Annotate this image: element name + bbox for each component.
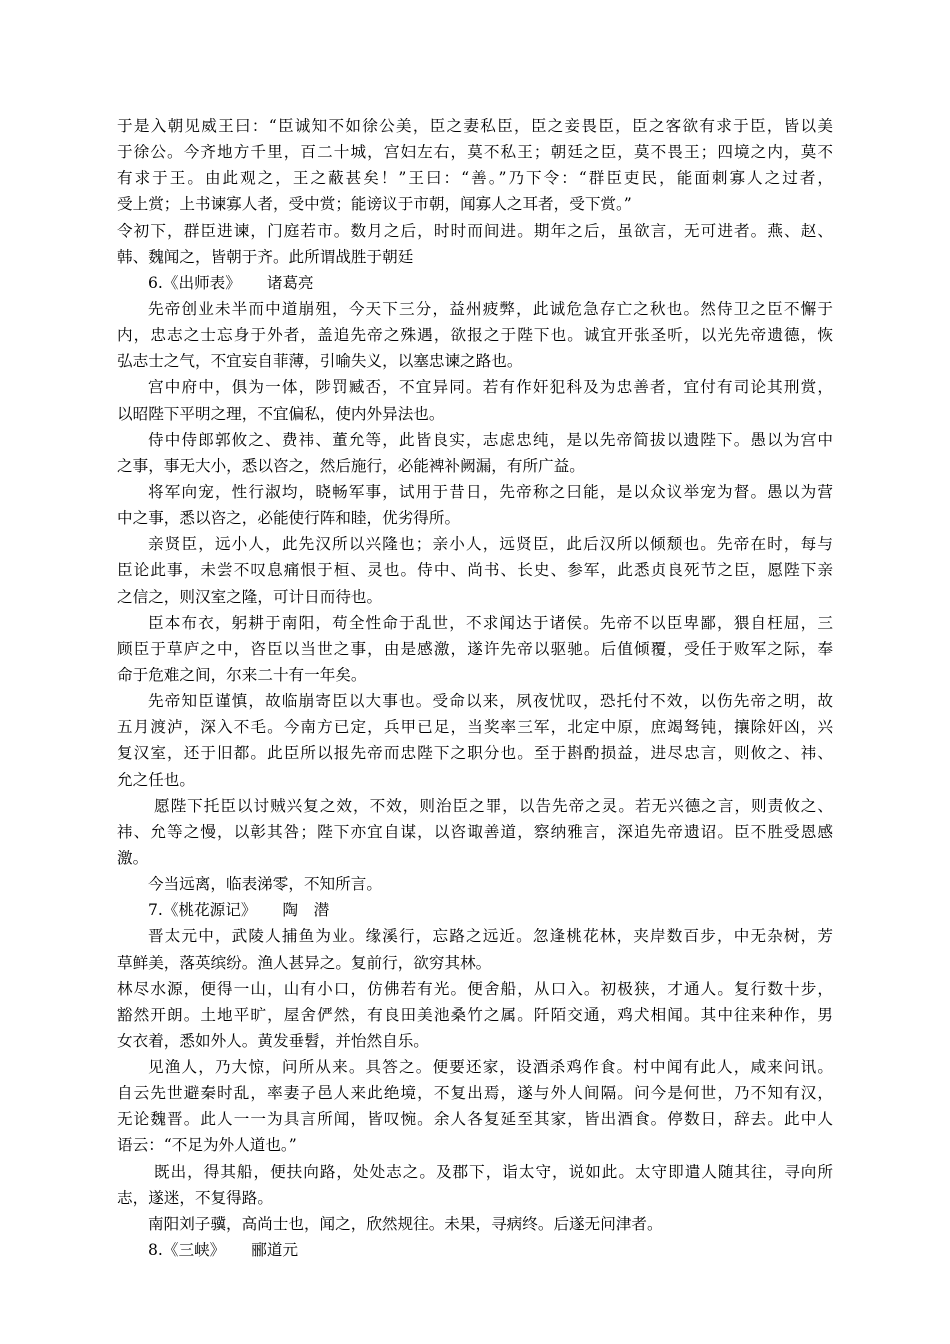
text-line: 祎、允等之慢，以彰其咎；陛下亦宜自谋，以咨诹善道，察纳雅言，深追先帝遗诏。臣不胜受恩感 <box>117 822 833 841</box>
text-line: 今当远离，临表涕零，不知所言。 <box>148 875 382 894</box>
section-heading <box>117 1237 833 1263</box>
text-line: 允之任也。 <box>117 770 195 789</box>
text-line: 愿陛下托臣以讨贼兴复之效，不效，则治臣之罪，以告先帝之灵。若无兴德之言，则责攸之、 <box>154 796 833 815</box>
text-line: 亲贤臣，远小人，此先汉所以兴隆也；亲小人，远贤臣，此后汉所以倾颓也。先帝在时，每与 <box>148 535 833 554</box>
text-line: 晋太元中，武陵人捕鱼为业。缘溪行，忘路之远近。忽逢桃花林，夹岸数百步，中无杂树，芳 <box>148 927 833 946</box>
text-line: 豁然开朗。土地平旷，屋舍俨然，有良田美池桑竹之属。阡陌交通，鸡犬相闻。其中往来种作，男 <box>117 1005 833 1024</box>
section-author: 郦道元 <box>251 1241 299 1260</box>
text-line: 之事，事无大小，悉以咨之，然后施行，必能裨补阙漏，有所广益。 <box>117 456 585 475</box>
text-line: 以昭陛下平明之理，不宜偏私，使内外异法也。 <box>117 404 445 423</box>
text-line: 五月渡泸，深入不毛。今南方已定，兵甲已足，当奖率三军，北定中原，庶竭驽钝，攘除奸凶，兴 <box>117 718 833 737</box>
section-title: 6.《出师表》 <box>148 273 241 292</box>
section-heading <box>117 897 833 923</box>
text-line: 无论魏晋。此人一一为具言所闻，皆叹惋。余人各复延至其家，皆出酒食。停数日，辞去。此中人 <box>117 1110 833 1129</box>
text-line: 自云先世避秦时乱，率妻子邑人来此绝境，不复出焉，遂与外人间隔。问今是何世，乃不知有汉， <box>117 1084 833 1103</box>
text-line: 草鲜美，落英缤纷。渔人甚异之。复前行，欲穷其林。 <box>117 953 492 972</box>
section-author: 诸葛亮 <box>266 273 314 292</box>
text-line: 于徐公。今齐地方千里，百二十城，宫妇左右，莫不私王；朝廷之臣，莫不畏王；四境之内，莫不 <box>117 143 833 162</box>
text-line: 中之事，悉以咨之，必能使行阵和睦，优劣得所。 <box>117 509 461 528</box>
text-line: 既出，得其船，便扶向路，处处志之。及郡下，诣太守，说如此。太守即遣人随其往，寻向所 <box>154 1162 833 1181</box>
text-line: 顾臣于草庐之中，咨臣以当世之事，由是感激，遂许先帝以驱驰。后值倾覆，受任于败军之际，奉 <box>117 639 833 658</box>
document-body <box>117 113 833 1263</box>
text-line: 内，忠志之士忘身于外者，盖追先帝之殊遇，欲报之于陛下也。诚宜开张圣听，以光先帝遗德，恢 <box>117 326 833 345</box>
text-line: 见渔人，乃大惊，问所从来。具答之。便要还家，设酒杀鸡作食。村中闻有此人，咸来问讯。 <box>148 1058 833 1077</box>
text-line: 受上赏；上书谏寡人者，受中赏；能谤议于市朝，闻寡人之耳者，受下赏。” <box>117 195 632 214</box>
section-title: 8.《三峡》 <box>148 1241 226 1260</box>
text-line: 宫中府中，俱为一体，陟罚臧否，不宜异同。若有作奸犯科及为忠善者，宜付有司论其刑赏， <box>148 378 833 397</box>
text-line: 臣本布衣，躬耕于南阳，苟全性命于乱世，不求闻达于诸侯。先帝不以臣卑鄙，猥自枉屈，三 <box>148 613 833 632</box>
text-line: 复汉室，还于旧都。此臣所以报先帝而忠陛下之职分也。至于斟酌损益，进尽忠言，则攸之、祎、 <box>117 744 833 763</box>
text-line: 先帝知臣谨慎，故临崩寄臣以大事也。受命以来，夙夜忧叹，恐托付不效，以伤先帝之明，故 <box>148 692 833 711</box>
text-line: 命于危难之间，尔来二十有一年矣。 <box>117 665 367 684</box>
text-line: 将军向宠，性行淑均，晓畅军事，试用于昔日，先帝称之曰能，是以众议举宠为督。愚以为营 <box>148 482 833 501</box>
text-line: 有求于王。由此观之，王之蔽甚矣！”王曰：“善。”乃下令：“群臣吏民，能面刺寡人之过者， <box>117 169 833 188</box>
text-line: 侍中侍郎郭攸之、费祎、董允等，此皆良实，志虑忠纯，是以先帝简拔以遗陛下。愚以为宫中 <box>148 430 833 449</box>
text-line: 志，遂迷，不复得路。 <box>117 1188 273 1207</box>
text-line: 女衣着，悉如外人。黄发垂髫，并怡然自乐。 <box>117 1031 429 1050</box>
text-line: 弘志士之气，不宜妄自菲薄，引喻失义，以塞忠谏之路也。 <box>117 352 523 371</box>
text-line: 林尽水源，便得一山，山有小口，仿佛若有光。便舍船，从口入。初极狭，才通人。复行数十步， <box>117 979 833 998</box>
section-author: 陶 潜 <box>282 901 330 920</box>
text-line: 激。 <box>117 848 149 867</box>
text-line: 令初下，群臣进谏，门庭若市。数月之后，时时而间进。期年之后，虽欲言，无可进者。燕、赵、 <box>117 221 833 240</box>
text-line: 语云：“不足为外人道也。” <box>117 1136 297 1155</box>
text-line: 南阳刘子骥，高尚士也，闻之，欣然规往。未果，寻病终。后遂无问津者。 <box>148 1214 663 1233</box>
text-line: 先帝创业未半而中道崩殂，今天下三分，益州疲弊，此诚危急存亡之秋也。然侍卫之臣不懈于 <box>148 299 833 318</box>
text-line: 于是入朝见威王曰：“臣诚知不如徐公美，臣之妻私臣，臣之妾畏臣，臣之客欲有求于臣，皆以美 <box>117 117 833 135</box>
text-line: 韩、魏闻之，皆朝于齐。此所谓战胜于朝廷 <box>117 247 414 266</box>
text-line: 臣论此事，未尝不叹息痛恨于桓、灵也。侍中、尚书、长史、参军，此悉贞良死节之臣，愿陛下亲 <box>117 561 833 580</box>
text-line: 之信之，则汉室之隆，可计日而待也。 <box>117 587 383 606</box>
section-title: 7.《桃花源记》 <box>148 901 257 920</box>
section-heading <box>117 270 833 296</box>
